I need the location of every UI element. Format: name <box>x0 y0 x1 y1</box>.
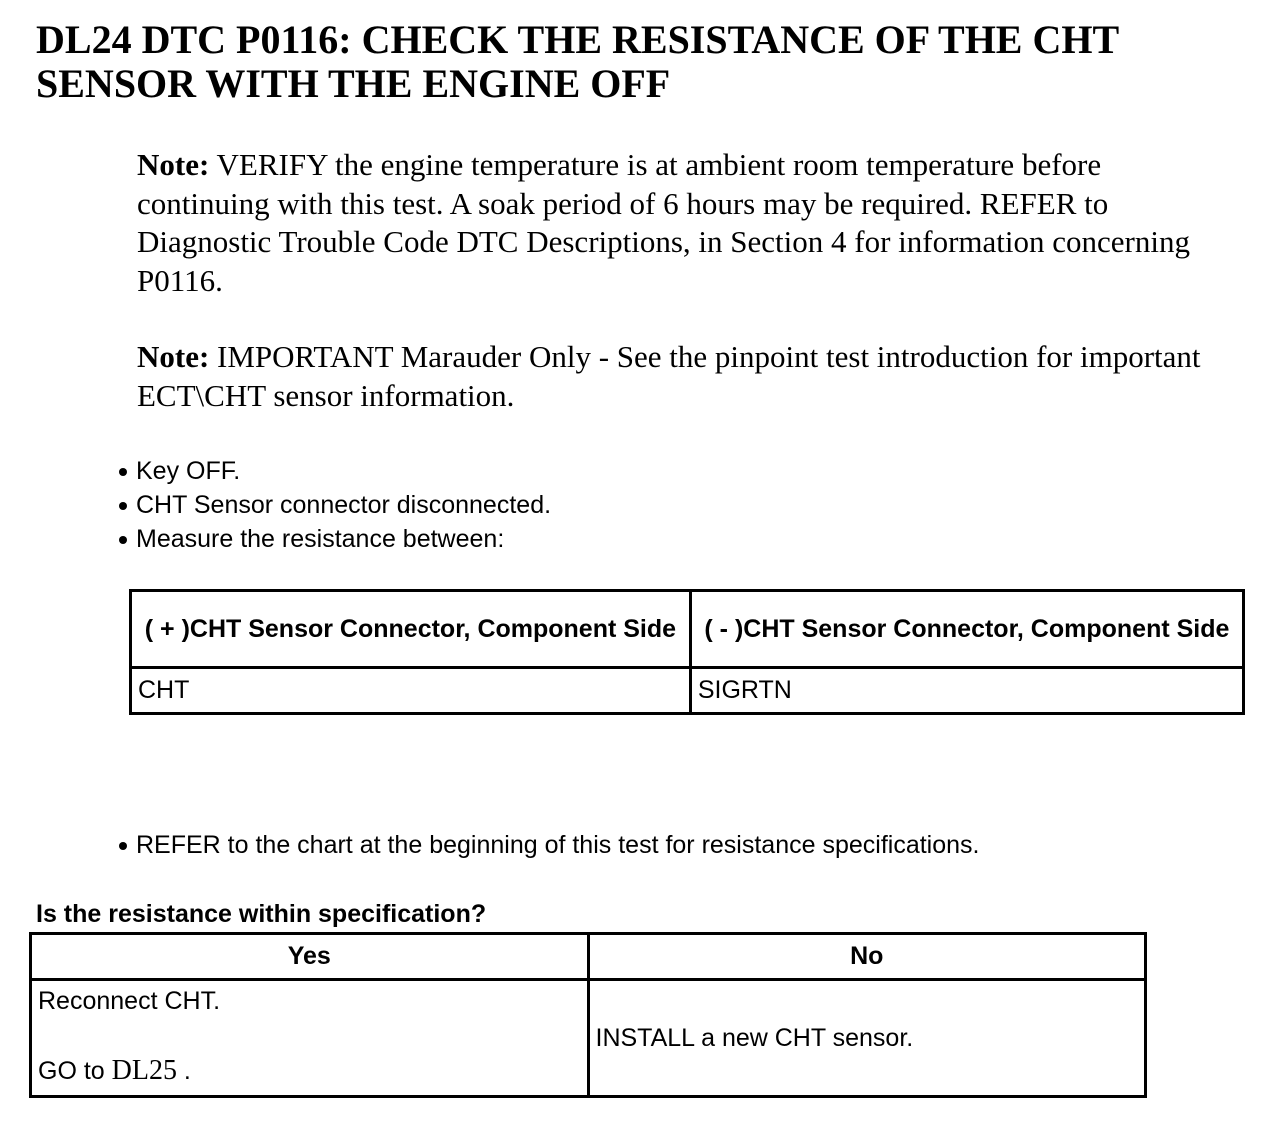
note-text: VERIFY the engine temperature is at ambient room temperature before continuing with this test. A soak period of 6 hours may be required. REFER to Diagnostic Trouble Code DTC Descriptions, in Section 4 for information concerning P0116. <box>137 147 1190 298</box>
table-row <box>31 980 1146 1097</box>
step-measure-resistance: Measure the resistance between: <box>116 522 551 556</box>
yes-action-goto <box>38 1055 191 1087</box>
positive-terminal-header: ( + )CHT Sensor Connector, Component Side <box>131 591 691 668</box>
procedure-followup-steps <box>116 828 979 862</box>
goto-suffix: . <box>176 1057 191 1085</box>
negative-terminal-header: ( - )CHT Sensor Connector, Component Side <box>690 591 1243 668</box>
table-row <box>131 668 1244 714</box>
step-connector-disconnected: CHT Sensor connector disconnected. <box>116 488 551 522</box>
note-label: Note: <box>137 339 210 374</box>
note-marauder-important <box>137 338 1217 415</box>
positive-terminal-cell: CHT <box>131 668 691 714</box>
decision-question: Is the resistance within specification? <box>36 900 487 928</box>
decision-table <box>29 932 1147 1098</box>
procedure-steps <box>116 454 551 556</box>
no-header: No <box>588 934 1146 980</box>
step-refer-chart: REFER to the chart at the beginning of this test for resistance specifications. <box>116 828 979 862</box>
yes-action-cell <box>31 980 589 1097</box>
page-title: DL24 DTC P0116: CHECK THE RESISTANCE OF THE CHT SENSOR WITH THE ENGINE OFF <box>36 17 1119 106</box>
table-header-row <box>31 934 1146 980</box>
no-action-cell: INSTALL a new CHT sensor. <box>588 980 1146 1097</box>
note-text: IMPORTANT Marauder Only - See the pinpoint test introduction for important ECT\CHT sensor information. <box>137 339 1201 413</box>
resistance-measurement-table <box>129 589 1245 715</box>
yes-header: Yes <box>31 934 589 980</box>
yes-action-reconnect: Reconnect CHT. <box>38 987 221 1015</box>
note-label: Note: <box>137 147 210 182</box>
goto-dl25-link[interactable]: DL25 <box>111 1055 177 1086</box>
note-ambient-temperature <box>137 146 1217 300</box>
table-header-row <box>131 591 1244 668</box>
negative-terminal-cell: SIGRTN <box>690 668 1243 714</box>
step-key-off: Key OFF. <box>116 454 551 488</box>
goto-prefix: GO to <box>38 1057 112 1085</box>
